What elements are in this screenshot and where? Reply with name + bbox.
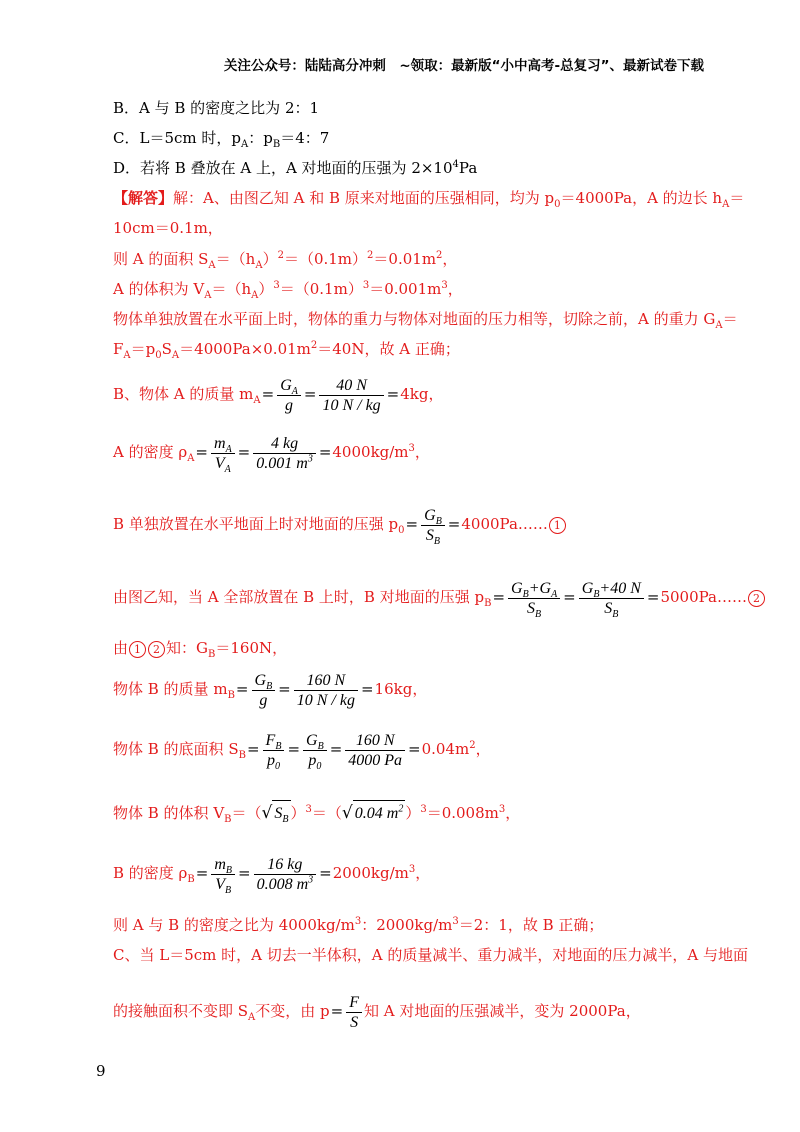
solution-mass-b: 物体 B 的质量 $m_B=$ $\frac{G_B}{g}$ = $\frac{160 N}{10 N / kg}$ =16kg， (113, 671, 428, 709)
option-d: D．若将 B 叠放在 A 上，A 对地面的压强为 $2\times 10^4Pa$ (113, 159, 478, 177)
solution-line-4: A 的体积为 $V_A=(h_A)^3=(0.1m)^3=0.001m^3$， (113, 280, 463, 301)
page-header: 关注公众号：陆陆高分冲刺 ~领取：最新版“小中高考-总复习”、最新试卷下载 (223, 58, 704, 74)
sqrt-symbol: √ (341, 803, 353, 823)
page-number: 9 (96, 1062, 106, 1080)
fraction: $\frac{16 kg}{0.008 m^3}$ (254, 855, 317, 894)
solution-line-5: 物体单独放置在水平面上时，物体的重力与物体对地面的压力相等，切除之前，A 的重力 $G_A=$ (113, 310, 738, 331)
fraction: $\frac{m_B}{V_B}$ (211, 855, 235, 894)
fraction: $\frac{G_B+G_A}{S_B}$ (508, 579, 560, 618)
circled-number-2: 2 (748, 590, 765, 607)
answer-tag: 【解答】 (113, 189, 174, 207)
solution-part-c-cont: 的接触面积不变即 $S_A$不变，由 p= $\frac{F}{S}$ 知 A 对地面的压强减半，变为 2000Pa， (113, 993, 641, 1031)
fraction: $\frac{G_B}{p_0}$ (303, 731, 327, 770)
solution-area-b: 物体 B 的底面积 $S_B=$ $\frac{F_B}{p_0}$ = $\frac{G_B}{p_0}$ = $\frac{160 N}{4000 Pa}$ $=0.04m^2$， (113, 731, 491, 772)
solution-line-6: $F_A=p_0S_A=4000Pa\times 0.01m^2=40N$，故 A 正确； (113, 340, 460, 361)
fraction: $\frac{F}{S}$ (346, 993, 362, 1032)
option-b: B．A 与 B 的密度之比为 2：1 (113, 99, 320, 117)
solution-volume-b: 物体 B 的体积 $V_B=(√$ $S_B$ ）$^3$＝（√ 0.04 $m^2$ ）$^3=0.008m^3$， (113, 800, 520, 827)
fraction: $\frac{G_B}{g}$ (252, 671, 276, 710)
solution-line-2: 10cm＝0.1m， (113, 219, 223, 237)
circled-number-1: 1 (129, 641, 146, 658)
solution-density-ratio: 则 A 与 B 的密度之比为 $4000kg/m^3$：$2000kg/m^3=2$：1，故 B 正确； (113, 916, 604, 934)
fraction: $\frac{G_B+40 N}{S_B}$ (579, 579, 644, 618)
solution-pressure-b-with-a: 由图乙知，当 A 全部放置在 B 上时，B 对地面的压强 $p_B=$ $\frac{G_B+G_A}{S_B}$ = $\frac{G_B+40 N}{S_B}$ =5000Pa…… 2 (113, 578, 766, 618)
solution-density-b: B 的密度 $\rho_B=$ $\frac{m_B}{V_B}$ = $\frac{16 kg}{0.008 m^3}$ $=2000kg/m^3$， (113, 855, 431, 896)
sqrt-expression: 0.04 $m^2$ (353, 800, 406, 827)
sqrt-symbol: √ (261, 803, 273, 823)
circled-number-2: 2 (148, 641, 165, 658)
fraction: $\frac{G_B}{S_B}$ (421, 506, 445, 545)
solution-density-a: A 的密度 $\rho_A=$ $\frac{m_A}{V_A}$ = $\frac{4 kg}{0.001 m^3}$ $=4000kg/m^3$， (113, 434, 430, 475)
option-c: C．L＝5cm 时，$p_A$：$p_B=4$：7 (113, 129, 330, 150)
fraction: $\frac{160 N}{10 N / kg}$ (294, 671, 358, 710)
fraction: $\frac{m_A}{V_A}$ (211, 434, 235, 473)
fraction: $\frac{4 kg}{0.001 m^3}$ (253, 434, 316, 473)
fraction: $\frac{F_B}{p_0}$ (263, 731, 285, 770)
solution-line-3: 则 A 的面积 $S_A=(h_A)^2=(0.1m)^2=0.01m^2$， (113, 250, 458, 271)
fraction: $\frac{40 N}{10 N / kg}$ (319, 376, 383, 415)
solution-pressure-b: B 单独放置在水平地面上时对地面的压强 $p_0=$ $\frac{G_B}{S_B}$ =4000Pa…… 1 (113, 505, 567, 545)
circled-number-1: 1 (549, 517, 566, 534)
solution-line-1: 【解答】解：A、由图乙知 A 和 B 原来对地面的压强相同，均为 $p_0=4000Pa$，A 的边长 $h_A=$ (113, 189, 745, 210)
solution-part-c: C、当 L＝5cm 时，A 切去一半体积，A 的质量减半、重力减半，对地面的压力减半，A 与地面 (113, 946, 748, 964)
fraction: $\frac{160 N}{4000 Pa}$ (345, 731, 405, 770)
solution-line-gb: 由 1 2 知：$G_B=160N$， (113, 639, 288, 660)
solution-mass-a: B、物体 A 的质量 $m_A=$ $\frac{G_A}{g}$ = $\frac{40 N}{10 N / kg}$ =4kg， (113, 376, 444, 414)
fraction: $\frac{G_A}{g}$ (277, 376, 301, 415)
sqrt-expression: $S_B$ (272, 800, 290, 827)
